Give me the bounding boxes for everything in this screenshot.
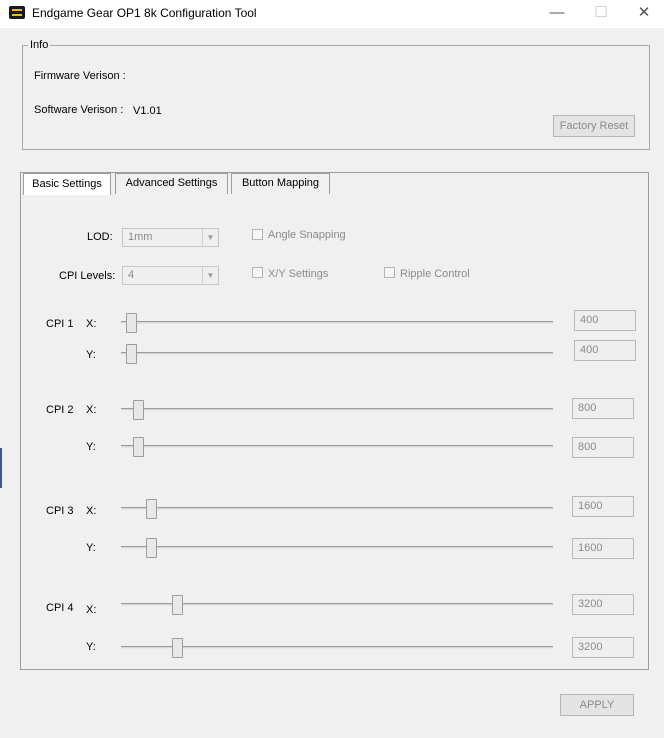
app-logo-icon [9,6,25,19]
cpi-2-x-label: X: [86,404,97,416]
cpi-4-x-slider-thumb[interactable] [172,595,183,615]
angle-snapping-label: Angle Snapping [268,229,346,241]
cpi-1-y-value[interactable]: 400 [574,340,636,361]
cpi-4-y-label: Y: [86,641,96,653]
basic-settings-panel [20,172,649,670]
cpi-4-x-slider-track [121,603,553,606]
cpi-levels-select-value: 4 [128,269,135,281]
cpi-4-x-label: X: [86,604,97,616]
minimize-button[interactable]: — [549,4,565,21]
cpi-1-y-slider-track [121,352,553,355]
cpi-2-label: CPI 2 [46,404,74,416]
cpi-2-y-label: Y: [86,441,96,453]
cpi-2-x-value[interactable]: 800 [572,398,634,419]
cpi-3-x-slider-track [121,507,553,510]
lod-label: LOD: [87,231,113,243]
cpi-4-y-slider-thumb[interactable] [172,638,183,658]
ripple-control-checkbox[interactable] [384,267,395,278]
chevron-down-icon: ▼ [202,267,218,284]
cpi-3-y-label: Y: [86,542,96,554]
cpi-1-x-label: X: [86,318,97,330]
tab-advanced-settings[interactable]: Advanced Settings [115,173,228,194]
cpi-2-y-slider-track [121,445,553,448]
cpi-3-y-slider-track [121,546,553,549]
lod-select-value: 1mm [128,231,153,243]
background-window-edge [0,448,2,488]
close-button[interactable]: ✕ [637,4,651,21]
apply-button[interactable]: APPLY [560,694,634,716]
cpi-3-label: CPI 3 [46,505,74,517]
cpi-2-y-slider-thumb[interactable] [133,437,144,457]
cpi-4-y-value[interactable]: 3200 [572,637,634,658]
cpi-2-x-slider-thumb[interactable] [133,400,144,420]
xy-settings-label: X/Y Settings [268,268,329,280]
cpi-levels-label: CPI Levels: [59,270,116,282]
angle-snapping-checkbox[interactable] [252,229,263,240]
cpi-2-y-value[interactable]: 800 [572,437,634,458]
info-legend: Info [30,39,49,51]
cpi-1-x-slider-thumb[interactable] [126,313,137,333]
cpi-1-y-slider-thumb[interactable] [126,344,137,364]
software-version-label: Software Verison : [34,104,124,116]
tab-basic-settings[interactable]: Basic Settings [23,173,111,195]
software-version-value: V1.01 [133,105,162,117]
cpi-3-y-slider-thumb[interactable] [146,538,157,558]
window-title: Endgame Gear OP1 8k Configuration Tool [32,6,257,20]
cpi-3-x-slider-thumb[interactable] [146,499,157,519]
firmware-version-label: Firmware Verison : [34,70,126,82]
cpi-1-x-slider-track [121,321,553,324]
cpi-4-x-value[interactable]: 3200 [572,594,634,615]
cpi-4-y-slider-track [121,646,553,649]
cpi-2-x-slider-track [121,408,553,411]
lod-select[interactable] [122,228,219,247]
chevron-down-icon: ▼ [202,229,218,246]
cpi-3-x-value[interactable]: 1600 [572,496,634,517]
cpi-1-x-value[interactable]: 400 [574,310,636,331]
cpi-1-y-label: Y: [86,349,96,361]
cpi-1-label: CPI 1 [46,318,74,330]
cpi-levels-select[interactable] [122,266,219,285]
tab-button-mapping[interactable]: Button Mapping [231,173,330,194]
ripple-control-label: Ripple Control [400,268,470,280]
maximize-button[interactable]: ☐ [594,4,608,21]
xy-settings-checkbox[interactable] [252,267,263,278]
factory-reset-button[interactable]: Factory Reset [553,115,635,137]
cpi-3-x-label: X: [86,505,97,517]
cpi-4-label: CPI 4 [46,602,74,614]
cpi-3-y-value[interactable]: 1600 [572,538,634,559]
